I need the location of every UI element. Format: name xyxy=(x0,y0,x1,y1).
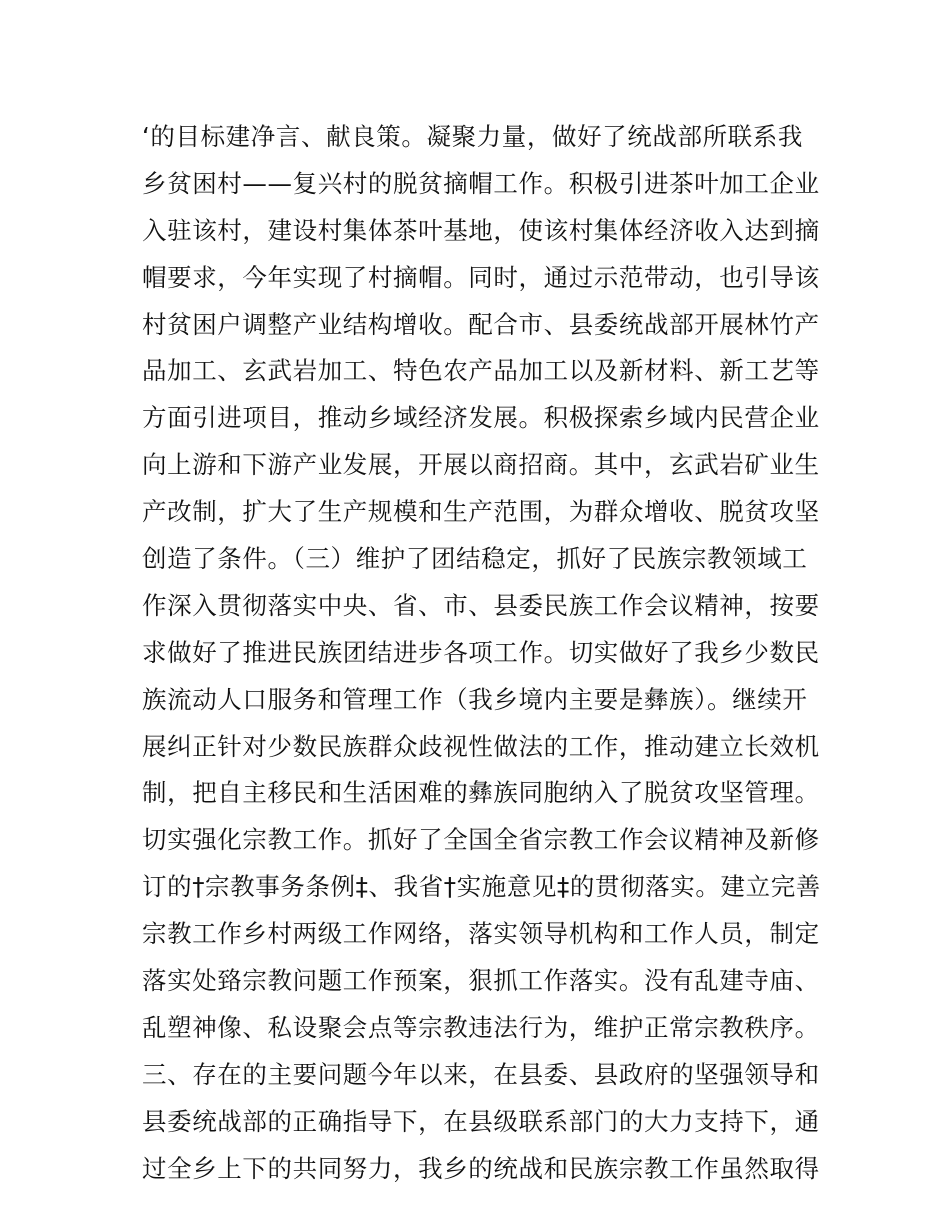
text-line: 求做好了推进民族团结进步各项工作。切实做好了我乡少数民 xyxy=(142,637,820,667)
text-line: 乱塑神像、私设聚会点等宗教违法行为，维护正常宗教秩序。 xyxy=(142,1012,820,1042)
text-line: 展纠正针对少数民族群众歧视性做法的工作，推动建立长效机 xyxy=(142,731,820,761)
text-line: 帽要求，今年实现了村摘帽。同时，通过示范带动，也引导该 xyxy=(142,262,820,292)
text-line: 族流动人口服务和管理工作（我乡境内主要是彝族）。继续开 xyxy=(142,684,808,714)
text-line: 向上游和下游产业发展，开展以商招商。其中，玄武岩矿业生 xyxy=(142,450,820,480)
body-text xyxy=(142,114,822,1192)
text-line: 宗教工作乡村两级工作网络，落实领导机构和工作人员，制定 xyxy=(142,919,820,949)
text-line: 作深入贯彻落实中央、省、市、县委民族工作会议精神，按要 xyxy=(142,590,820,620)
text-line: 品加工、玄武岩加工、特色农产品加工以及新材料、新工艺等 xyxy=(142,356,820,386)
text-line: 制，把自主移民和生活困难的彝族同胞纳入了脱贫攻坚管理。 xyxy=(142,778,820,808)
text-line: 创造了条件。（三）维护了团结稳定，抓好了民族宗教领域工 xyxy=(142,544,808,574)
text-line: 县委统战部的正确指导下，在县级联系部门的大力支持下，通 xyxy=(142,1106,820,1136)
text-line: 落实处臵宗教问题工作预案，狠抓工作落实。没有乱建寺庙、 xyxy=(142,966,820,996)
text-line: 三、存在的主要问题今年以来，在县委、县政府的坚强领导和 xyxy=(142,1059,820,1089)
text-line: 乡贫困村——复兴村的脱贫摘帽工作。积极引进茶叶加工企业 xyxy=(142,168,820,198)
text-line: 入驻该村，建设村集体茶叶基地，使该村集体经济收入达到摘 xyxy=(142,215,820,245)
text-line: 订的†宗教事务条例‡、我省†实施意见‡的贯彻落实。建立完善 xyxy=(142,872,821,902)
text-line: 方面引进项目，推动乡域经济发展。积极探索乡域内民营企业 xyxy=(142,403,820,433)
text-line: 过全乡上下的共同努力，我乡的统战和民族宗教工作虽然取得 xyxy=(142,1153,820,1183)
text-line: 村贫困户调整产业结构增收。配合市、县委统战部开展林竹产 xyxy=(142,309,820,339)
text-line: ‘的目标建净言、献良策。凝聚力量，做好了统战部所联系我 xyxy=(142,122,803,151)
text-line: 产改制，扩大了生产规模和生产范围，为群众增收、脱贫攻坚 xyxy=(142,497,820,527)
text-line: 切实强化宗教工作。抓好了全国全省宗教工作会议精神及新修 xyxy=(142,825,820,855)
